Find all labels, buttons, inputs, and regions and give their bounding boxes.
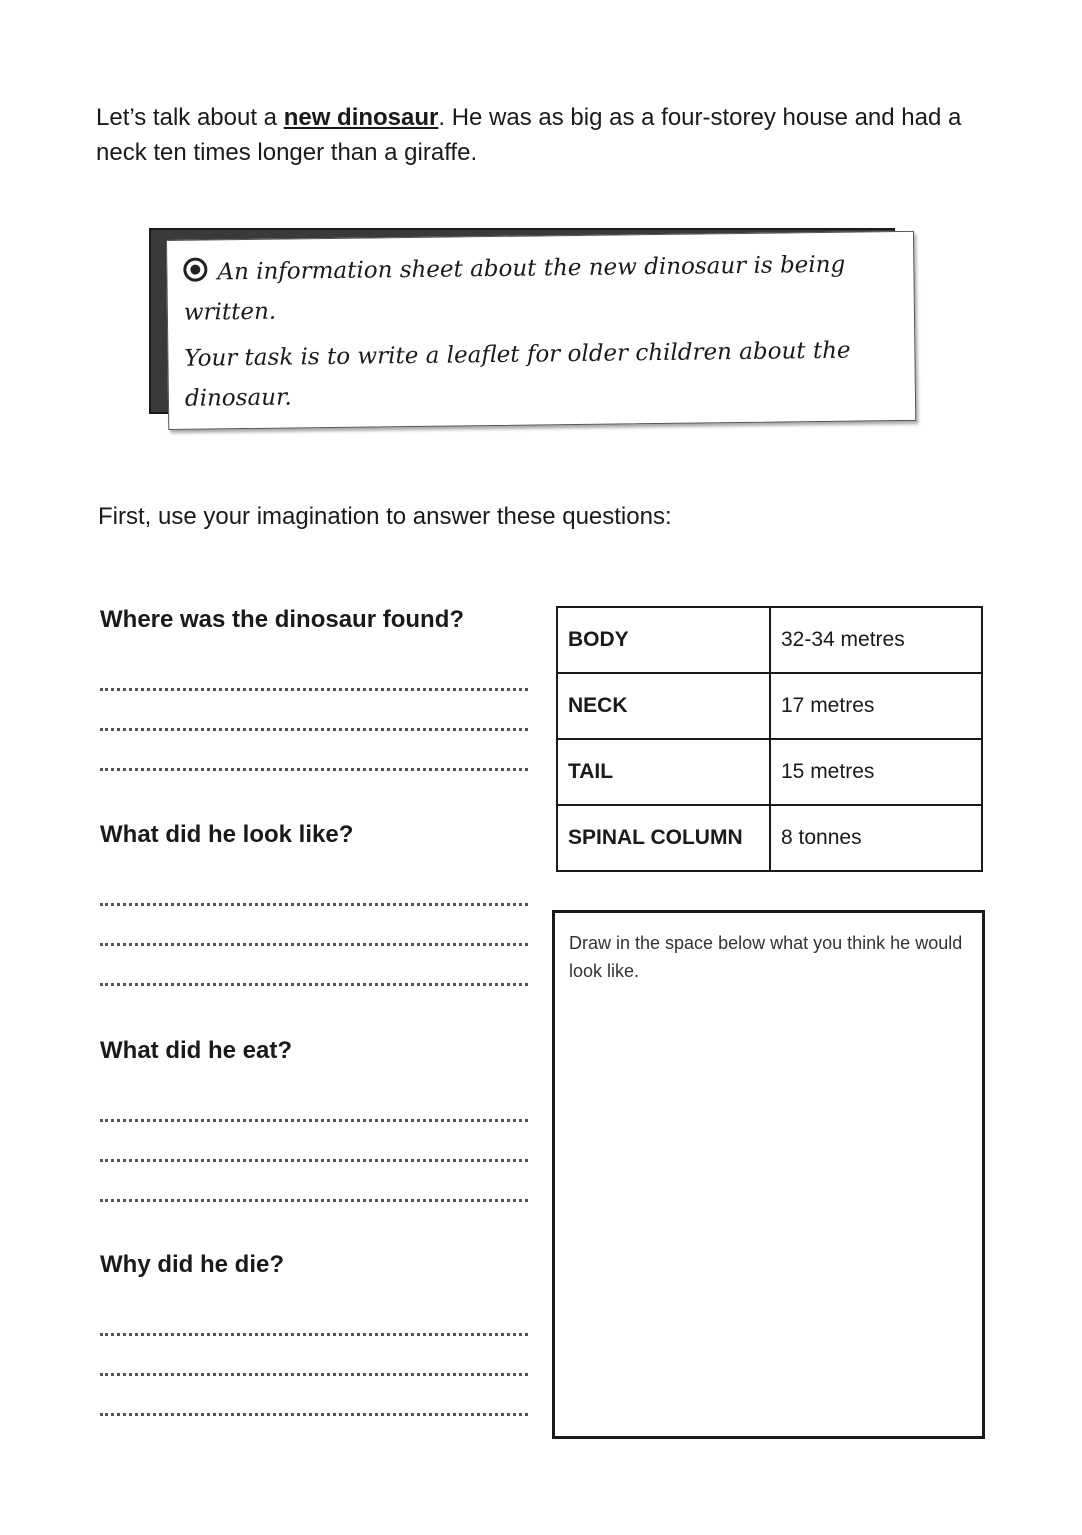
answer-line[interactable] (100, 731, 528, 771)
table-row (557, 805, 982, 871)
answer-line[interactable] (100, 635, 528, 691)
answer-line[interactable] (100, 946, 528, 986)
measure-value: 17 metres (770, 673, 982, 739)
question-heading: Where was the dinosaur found? (100, 606, 465, 633)
task-line-1: An information sheet about the new dinosaur is being written. (183, 251, 846, 326)
task-line-2: Your task is to write a leaflet for older children about the dinosaur. (184, 337, 851, 412)
measure-value: 15 metres (770, 739, 982, 805)
answer-line[interactable] (100, 1066, 528, 1122)
table-row (557, 607, 982, 673)
measure-label: NECK (557, 673, 770, 739)
question-found (100, 605, 528, 771)
intro-text-end: . He was as big as a four-storey house and had a neck ten times longer than a giraffe. (96, 104, 962, 166)
instruction-text: First, use your imagination to answer these questions: (98, 503, 672, 530)
measure-label: TAIL (557, 739, 770, 805)
drawing-prompt: Draw in the space below what you think he would look like. (569, 933, 963, 981)
answer-line[interactable] (100, 691, 528, 731)
question-eat (100, 1036, 528, 1202)
measure-value: 32-34 metres (770, 607, 982, 673)
measure-label: BODY (557, 607, 770, 673)
intro-text-start: Let’s talk about a (96, 104, 284, 131)
table-row (557, 739, 982, 805)
question-look (100, 820, 528, 986)
answer-line[interactable] (100, 1376, 528, 1416)
intro-paragraph (96, 100, 996, 170)
target-bullet-icon (183, 257, 207, 281)
task-card (166, 231, 916, 430)
answer-line[interactable] (100, 1336, 528, 1376)
question-heading: What did he eat? (100, 1037, 292, 1064)
question-heading: What did he look like? (100, 821, 354, 848)
answer-line[interactable] (100, 1162, 528, 1202)
answer-line[interactable] (100, 906, 528, 946)
question-heading: Why did he die? (100, 1251, 284, 1278)
drawing-area[interactable] (552, 910, 985, 1439)
measure-value: 8 tonnes (770, 805, 982, 871)
table-row (557, 673, 982, 739)
measurements-table (556, 606, 983, 872)
question-die (100, 1250, 528, 1416)
measure-label: SPINAL COLUMN (557, 805, 770, 871)
answer-line[interactable] (100, 1122, 528, 1162)
answer-line[interactable] (100, 850, 528, 906)
intro-highlight: new dinosaur (283, 104, 439, 131)
answer-line[interactable] (100, 1280, 528, 1336)
